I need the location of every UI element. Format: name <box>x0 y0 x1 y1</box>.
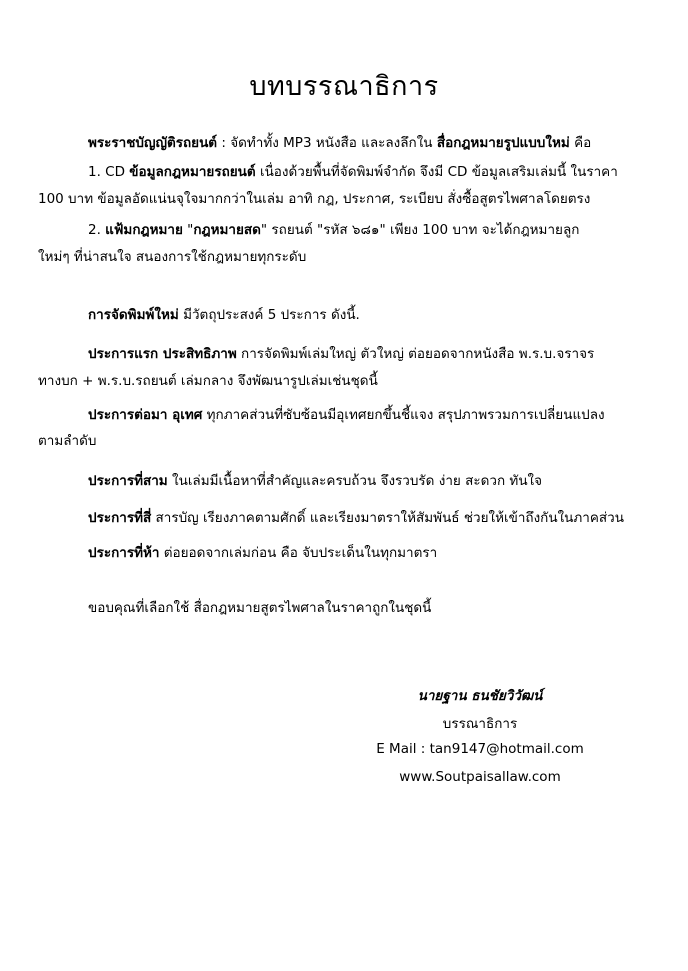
item1-title: ข้อมูลกฎหมายรถยนต์ <box>129 164 256 180</box>
point4-label: ประการที่สี่ <box>88 510 152 526</box>
thanks-line: ขอบคุณที่เลือกใช้ สื่อกฎหมายสูตรไพศาลในราคาถูกในชุดนี้ <box>88 600 432 616</box>
point1-line1 <box>88 345 594 363</box>
point4-text: สารบัญ เรียงภาคตามศักดิ์ และเรียงมาตราให้สัมพันธ์ ช่วยให้เข้าถึงกันในภาคส่วน <box>151 510 624 526</box>
item2-title: แฟ้มกฎหมาย <box>105 222 183 238</box>
page-title: บทบรรณาธิการ <box>249 71 439 102</box>
point2-line1 <box>88 406 605 424</box>
intro-end: คือ <box>569 135 592 151</box>
signature-email: E Mail : tan9147@hotmail.com <box>376 741 584 757</box>
item2-line2: ใหม่ๆ ที่น่าสนใจ สนองการใช้กฎหมายทุกระดับ <box>38 249 307 265</box>
item2-text: " รถยนต์ "รหัส ๖๘๑" เพียง 100 บาท จะได้กฎหมายลูก <box>260 222 580 238</box>
item1-line2: 100 บาท ข้อมูลอัดแน่นจุใจมากกว่าในเล่ม อาทิ กฎ, ประกาศ, ระเบียบ สั่งซื้อสูตรไพศาลโดยตรง <box>38 191 591 207</box>
point3-line <box>88 472 542 490</box>
item2-number: 2. <box>88 222 106 238</box>
signature-role: บรรณาธิการ <box>442 716 518 732</box>
point5-text: ต่อยอดจากเล่มก่อน คือ จับประเด็นในทุกมาตรา <box>159 545 438 561</box>
item2-line1 <box>88 221 579 239</box>
objectives-line <box>88 306 360 324</box>
item1-text: เนื่องด้วยพื้นที่จัดพิมพ์จำกัด จึงมี CD ข้อมูลเสริมเล่มนี้ ในราคา <box>255 164 618 180</box>
signature-name: นายฐาน ธนชัยวิวัฒน์ <box>417 688 543 704</box>
intro-text: จัดทำทั้ง MP3 หนังสือ และลงลึกใน <box>230 135 437 151</box>
point5-line <box>88 544 437 562</box>
intro-label: พระราชบัญญัติรถยนต์ <box>88 135 218 151</box>
intro-separator: : <box>217 135 231 151</box>
intro-line <box>88 134 591 152</box>
point1-line2: ทางบก + พ.ร.บ.รถยนต์ เล่มกลาง จึงพัฒนารูปเล่มเช่นชุดนี้ <box>38 373 378 389</box>
item2-quote: " <box>182 222 194 238</box>
intro-new-media: สื่อกฎหมายรูปแบบใหม่ <box>436 135 570 151</box>
signature-website: www.Soutpaisallaw.com <box>399 769 561 785</box>
point3-label: ประการที่สาม <box>88 473 168 489</box>
objectives-label: การจัดพิมพ์ใหม่ <box>88 307 179 323</box>
point2-text: ทุกภาคส่วนที่ซับซ้อนมีอุเทศยกขึ้นชี้แจง สรุปภาพรวมการเปลี่ยนแปลง <box>202 407 605 423</box>
point2-label: ประการต่อมา อุเทศ <box>88 407 203 423</box>
point4-line <box>88 509 624 527</box>
point1-text: การจัดพิมพ์เล่มใหญ่ ตัวใหญ่ ต่อยอดจากหนังสือ พ.ร.บ.จราจร <box>236 346 595 362</box>
item1-line1 <box>88 163 618 181</box>
point5-label: ประการที่ห้า <box>88 545 160 561</box>
objectives-text: มีวัตถุประสงค์ 5 ประการ ดังนี้. <box>178 307 360 323</box>
point2-line2: ตามลำดับ <box>38 433 97 449</box>
point1-label: ประการแรก ประสิทธิภาพ <box>88 346 237 362</box>
item2-live-law: กฎหมายสด <box>193 222 261 238</box>
point3-text: ในเล่มมีเนื้อหาที่สำคัญและครบถ้วน จึงรวบรัด ง่าย สะดวก ทันใจ <box>167 473 543 489</box>
item1-number: 1. CD <box>88 164 130 180</box>
